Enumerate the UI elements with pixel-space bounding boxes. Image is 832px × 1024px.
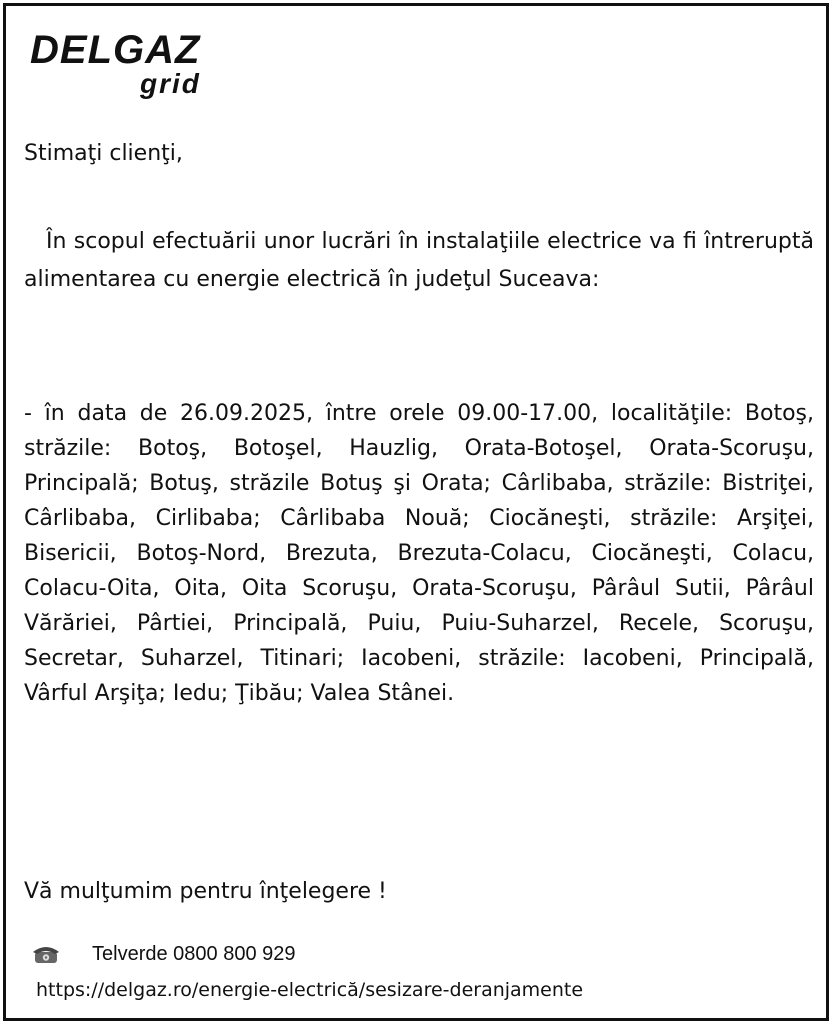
telverde-number: Telverde 0800 800 929 [92,942,296,965]
greeting: Stimaţi clienţi, [24,141,183,166]
outage-details: - în data de 26.09.2025, între orele 09.00-17.00, localităţile: Botoş, străzile: Botoş, Botoşel, Hauzlig, Orata-Botoşel, Orata-Scoruşu, Principală; Botuş, străzile Botuş şi Orata; Cârlibaba, străzile: Bistriţei, Cârlibaba, Cirlibaba; Cârlibaba Nouă; Ciocăneşti, străzile: Arşiţei, Bisericii, Botoş-Nord, Brezuta, Brezuta-Colacu, Ciocăneşti, Colacu, Colacu-Oita, Oita, Oita Scoruşu, Orata-Scoruşu, Pârâul Sutii, Pârâul Vărăriei, Pârtiei, Principală, Puiu, Puiu-Suharzel, Recele, Scoruşu, Secretar, Suharzel, Titinari; Iacobeni, străzile: Iacobeni, Principală, Vârful Arşiţa; Iedu; Ţibău; Valea Stânei. [24,401,814,706]
thanks-line: Vă mulţumim pentru înţelegere ! [24,879,387,904]
notice-frame [3,3,829,1021]
logo-brand: DELGAZ [30,28,201,72]
delgaz-grid-logo [30,26,230,116]
logo-sub: grid [140,68,201,99]
telverde-row [32,939,296,969]
intro-paragraph: În scopul efectuării unor lucrări în instalaţiile electrice va fi întreruptă alimentarea cu energie electrică în judeţul Suceava: [24,229,814,292]
phone-icon [32,944,60,964]
outage-report-link[interactable]: https://delgaz.ro/energie-electrică/sesizare-deranjamente [36,979,584,1001]
